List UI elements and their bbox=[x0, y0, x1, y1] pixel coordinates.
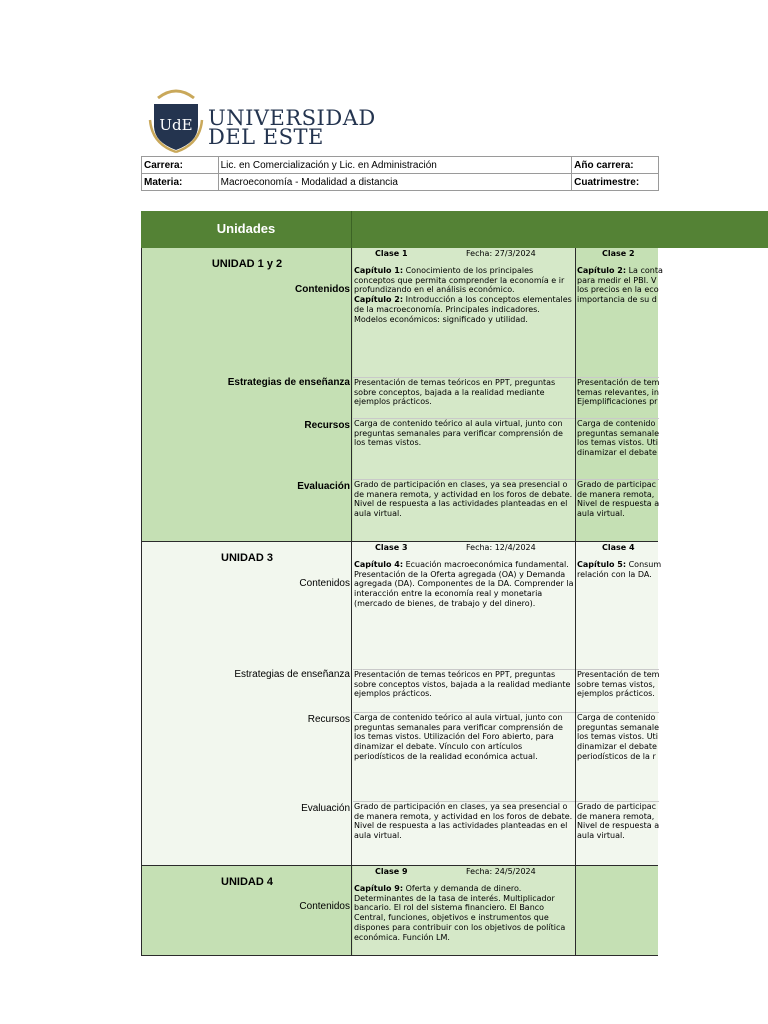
header-divider bbox=[351, 211, 352, 248]
estrategias-cell: Presentación de temas teóricos en PPT, preguntas sobre conceptos vistos, bajada a la realidad mediante ejemplos prácticos. bbox=[354, 670, 571, 699]
cell-line: importancia de su d bbox=[577, 295, 657, 305]
cell-line: Carga de contenido bbox=[577, 419, 656, 428]
cell-line: Grado de participac bbox=[577, 802, 657, 811]
recursos-label: Recursos bbox=[307, 714, 350, 725]
cell-line: preguntas semanale bbox=[577, 428, 659, 438]
cell-line: periodísticos de la r bbox=[577, 751, 656, 761]
cell-line: temas relevantes, in bbox=[577, 387, 659, 397]
class-column-2 bbox=[576, 248, 663, 541]
cell-line: los precios en la eco bbox=[577, 285, 659, 295]
cell-line: relación con la DA. bbox=[577, 569, 652, 579]
cell-line: Presentación de tem bbox=[577, 670, 660, 679]
chapter-ref: Capítulo 4: bbox=[354, 560, 404, 569]
cell-line: los temas vistos. Uti bbox=[577, 732, 658, 742]
class-number: Clase 9 bbox=[375, 867, 408, 876]
cell-line: de manera remota, bbox=[577, 489, 655, 499]
chapter-text: Conocimiento de los principales conceptos que permita comprender la economía e ir profundizando en el análisis económico. bbox=[354, 266, 565, 295]
unit-title: UNIDAD 4 bbox=[221, 876, 273, 888]
estrategias-label: Estrategias de enseñanza bbox=[227, 377, 350, 388]
class-column-1 bbox=[353, 542, 576, 865]
class-number: Clase 1 bbox=[375, 249, 408, 258]
university-name-line1: UNIVERSIDAD bbox=[208, 106, 376, 130]
unit-label-column bbox=[142, 866, 352, 955]
cell-line: los temas vistos. Uti bbox=[577, 438, 658, 448]
cell-line: Carga de contenido bbox=[577, 713, 656, 722]
unit-title: UNIDAD 3 bbox=[221, 552, 273, 564]
chapter-text: Ecuación macroeconómica fundamental. Presentación de la Oferta agregada (OA) y Demanda agregada (DA). Componentes de la DA. Comprender la interacción entre la economía real y monetaria (mercado de bienes, de trabajo y del dinero). bbox=[354, 560, 574, 608]
university-name-line2: DEL ESTE bbox=[208, 125, 324, 149]
cell-line: aula virtual. bbox=[577, 509, 625, 519]
unit-block-3 bbox=[141, 542, 662, 866]
cell-line: La conta bbox=[626, 266, 663, 275]
materia-label: Materia: bbox=[142, 174, 219, 191]
estrategias-cell: Presentación de temas teóricos en PPT, preguntas sobre conceptos, bajada a la realidad mediante ejemplos prácticos. bbox=[354, 378, 556, 407]
recursos-label: Recursos bbox=[304, 420, 350, 431]
class-column-2 bbox=[576, 866, 659, 955]
class-date: Fecha: 27/3/2024 bbox=[466, 249, 536, 258]
chapter-ref: Capítulo 2: bbox=[577, 266, 627, 275]
unit-title: UNIDAD 1 y 2 bbox=[211, 258, 283, 270]
recursos-cell: Carga de contenido teórico al aula virtual, junto con preguntas semanales para verificar comprensión de los temas vistos. Utilización del Foro abierto, para dinamizar el debate. Vínculo con artículos periodísticos de la realidad económica actual. bbox=[354, 713, 563, 761]
class-number: Clase 2 bbox=[602, 249, 635, 258]
contenidos-cell-partial bbox=[577, 266, 737, 305]
recursos-cell: Carga de contenido teórico al aula virtual, junto con preguntas semanales para verificar comprensión de los temas vistos. bbox=[354, 419, 563, 448]
cell-line: dinamizar el debate bbox=[577, 448, 657, 458]
recursos-cell-partial bbox=[577, 419, 737, 458]
contenidos-label: Contenidos bbox=[299, 578, 350, 589]
evaluacion-label: Evaluación bbox=[297, 481, 350, 492]
cell-line: Grado de participac bbox=[577, 480, 657, 489]
carrera-label: Carrera: bbox=[142, 157, 219, 174]
recursos-cell-partial bbox=[577, 713, 737, 762]
contenidos-cell bbox=[354, 266, 575, 324]
cell-line: dinamizar el debate bbox=[577, 742, 657, 752]
estrategias-cell-partial bbox=[577, 670, 737, 699]
cell-line: Nivel de respuesta a bbox=[577, 821, 660, 831]
contenidos-cell bbox=[354, 560, 575, 609]
unit-block-1 bbox=[141, 248, 663, 542]
class-column-1 bbox=[353, 866, 576, 955]
cell-line: Consum bbox=[626, 560, 662, 569]
cell-line: aula virtual. bbox=[577, 831, 625, 841]
course-info-table bbox=[141, 156, 659, 191]
class-column-2 bbox=[576, 542, 662, 865]
cell-line: Presentación de tem bbox=[577, 378, 660, 387]
cell-line: Ejemplificaciones pr bbox=[577, 397, 658, 407]
estrategias-label: Estrategias de enseñanza bbox=[234, 669, 350, 680]
unidades-header: Unidades bbox=[216, 221, 276, 236]
anio-label: Año carrera: bbox=[572, 157, 659, 174]
table-header bbox=[141, 211, 768, 248]
carrera-value: Lic. en Comercialización y Lic. en Administración bbox=[218, 157, 572, 174]
contenidos-label: Contenidos bbox=[299, 901, 350, 912]
unit-block-4 bbox=[141, 866, 658, 956]
contenidos-cell bbox=[354, 884, 575, 942]
contenidos-cell-partial bbox=[577, 560, 737, 579]
contenidos-label: Contenidos bbox=[295, 284, 350, 295]
evaluacion-label: Evaluación bbox=[301, 803, 350, 814]
evaluacion-cell: Grado de participación en clases, ya sea presencial o de manera remota, y actividad en los foros de debate. Nivel de respuesta a las actividades planteadas en el aula virtual. bbox=[354, 480, 573, 519]
evaluacion-cell-partial bbox=[577, 480, 737, 519]
chapter-ref: Capítulo 5: bbox=[577, 560, 627, 569]
materia-value: Macroeconomía - Modalidad a distancia bbox=[218, 174, 572, 191]
university-crest-icon bbox=[146, 86, 206, 154]
chapter-text: Introducción a los conceptos elementales de la macroeconomía. Principales indicadores. Modelos económicos: significado y utilidad. bbox=[354, 295, 572, 324]
cell-line: preguntas semanale bbox=[577, 722, 659, 732]
estrategias-cell-partial bbox=[577, 378, 737, 407]
chapter-ref: Capítulo 1: bbox=[354, 266, 404, 275]
cell-line: sobre temas vistos, bbox=[577, 679, 656, 689]
cell-line: de manera remota, bbox=[577, 811, 655, 821]
chapter-ref: Capítulo 2: bbox=[354, 295, 404, 305]
evaluacion-cell: Grado de participación en clases, ya sea presencial o de manera remota, y actividad en los foros de debate. Nivel de respuesta a las actividades planteadas en el aula virtual. bbox=[354, 802, 573, 841]
chapter-text: Oferta y demanda de dinero. Determinantes de la tasa de interés. Multiplicador bancario. El rol del sistema financiero. El Banco Central, funciones, objetivos e instrumentos que dispones para contribuir con los objetivos de política económica. Función LM. bbox=[354, 884, 566, 942]
class-date: Fecha: 12/4/2024 bbox=[466, 543, 536, 552]
class-date: Fecha: 24/5/2024 bbox=[466, 867, 536, 876]
class-number: Clase 4 bbox=[602, 543, 635, 552]
svg-text:UdE: UdE bbox=[159, 116, 193, 134]
cell-line: para medir el PBI. V bbox=[577, 275, 657, 285]
university-logo bbox=[146, 86, 376, 156]
cuatrimestre-label: Cuatrimestre: bbox=[572, 174, 659, 191]
unit-label-column bbox=[142, 542, 352, 865]
chapter-ref: Capítulo 9: bbox=[354, 884, 404, 893]
evaluacion-cell-partial bbox=[577, 802, 737, 841]
cell-line: Nivel de respuesta a bbox=[577, 499, 660, 509]
class-column-1 bbox=[353, 248, 576, 541]
cell-line: ejemplos prácticos. bbox=[577, 689, 655, 699]
class-number: Clase 3 bbox=[375, 543, 408, 552]
unit-label-column bbox=[142, 248, 352, 541]
